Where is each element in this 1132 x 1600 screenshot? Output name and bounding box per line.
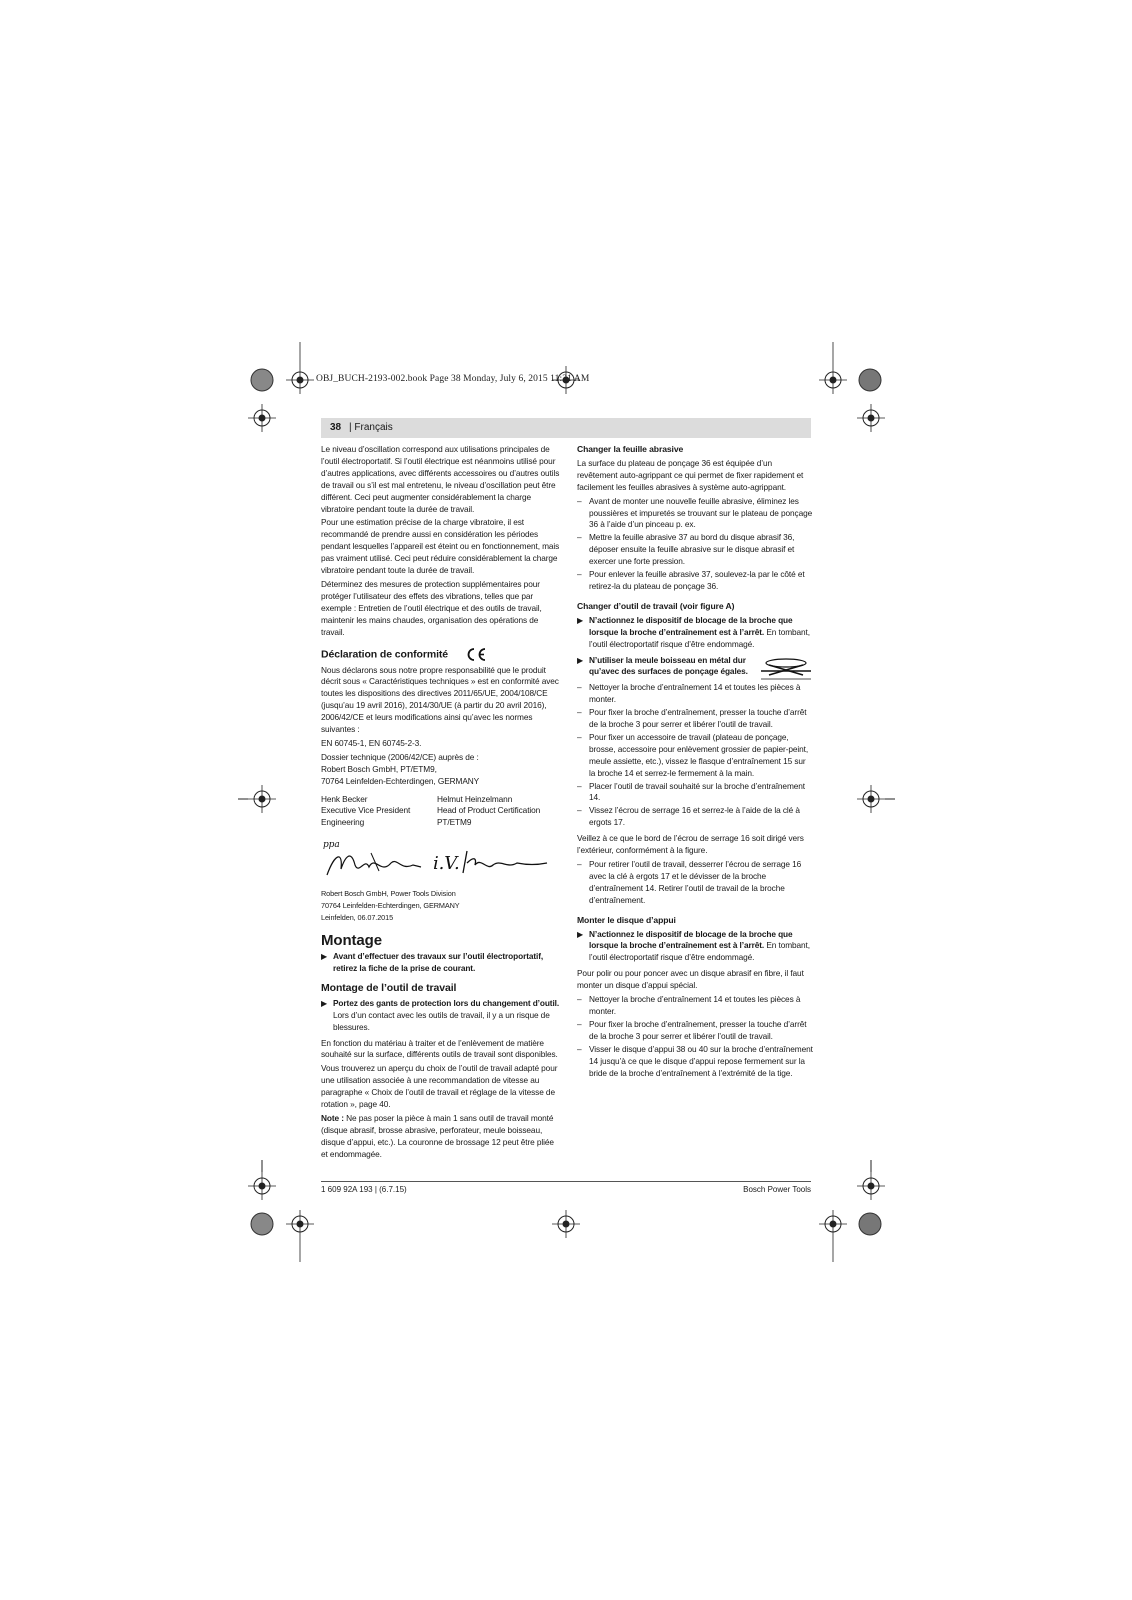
intro-paragraph-1: Le niveau d’oscillation correspond aux utilisations principales de l’outil électroportatif. Si l’outil électrique est néanmoins utilisé pour d’autres applications, avec différents accessoires ou d’autres outils de travail ou s’il est mal entretenu, le niveau d’oscillation peut être différent. Ceci peut augmenter considérablement la charge vibratoire pendant toute la durée de travail.: [321, 444, 560, 514]
changer-item-2: – Pour fixer la broche d’entraînement, presser la touche d’arrêt de la broche 3 pour serrer et libérer l’outil de travail.: [577, 707, 807, 730]
disque-warning: ▶ N’actionnez le dispositif de blocage de la broche que lorsque la broche d’entraînement est à l’arrêt. En tombant, l’outil électroportatif risque d’être endommagé.: [577, 928, 810, 963]
warning-triangle-icon: ▶: [577, 929, 584, 939]
signers: [321, 794, 561, 830]
svg-text:ppa: ppa: [323, 840, 340, 851]
meule-warning: ▶ N’utiliser la meule boisseau en métal dur qu’avec des surfaces de ponçage égales.: [577, 655, 813, 679]
intro-paragraph-3: Déterminez des mesures de protection supplémentaires pour protéger l’utilisateur des effets des vibrations, telles que par exemple : Entretien de l’outil électrique et des outils de travail, maintenir les mains chaudes, organisation des opérations de travail.: [321, 578, 542, 637]
declaration-company: Robert Bosch GmbH, PT/ETM9,: [321, 763, 437, 774]
note-paragraph: Note : Ne pas poser la pièce à main 1 sans outil de travail monté (disque abrasif, brosse abrasive, perforateur, meule boisseau, disque d’appui, etc.). La couronne de brossage 12 peut être pliée et endommagée.: [321, 1112, 554, 1159]
feuille-item-1: – Avant de monter une nouvelle feuille abrasive, éliminez les poussières et impuretés se trouvant sur le plateau de ponçage 36 à l’aide d’un pinceau p. ex.: [577, 495, 813, 530]
changer-item-1: – Nettoyer la broche d’entraînement 14 et toutes les pièces à monter.: [577, 682, 801, 705]
montage-warning: ▶ Avant d’effectuer des travaux sur l’outil électroportatif, retirez la fiche de la prise de courant.: [321, 951, 544, 973]
feuille-item-3: – Pour enlever la feuille abrasive 37, soulevez-la par le côté et retirez-la du plateau de ponçage 36.: [577, 569, 805, 591]
address-line-1: Robert Bosch GmbH, Power Tools Division: [321, 889, 456, 899]
address-line-3: Leinfelden, 06.07.2015: [321, 913, 394, 923]
warning-triangle-icon: ▶: [577, 655, 584, 665]
header-language: | Français: [349, 422, 393, 433]
changer-warning: ▶ N’actionnez le dispositif de blocage de la broche que lorsque la broche d’entraînement est à l’arrêt. En tombant, l’outil électroportatif risque d’être endommagé.: [577, 614, 810, 649]
disque-item-3: – Visser le disque d’appui 38 ou 40 sur la broche d’entraînement 14 jusqu’à ce que le disque d’appui repose fermement sur la bride de la broche d’entraînement à l’extrémité de la tige.: [577, 1043, 813, 1078]
signer-1: Henk Becker Executive Vice President Engineering: [321, 793, 411, 828]
declaration-norms: EN 60745-1, EN 60745-2-3.: [321, 737, 422, 748]
outil-paragraph-2: Vous trouverez un aperçu du choix de l’outil de travail adapté pour une utilisation associée à une recommandation de vitesse au paragraphe « Choix de l’outil de travail et réglage de la vitesse de rotation », page 40.: [321, 1063, 558, 1110]
outil-paragraph-1: En fonction du matériau à traiter et de l’enlèvement de matière souhaité sur la surface, différents outils de travail sont disponibles.: [321, 1037, 558, 1060]
disque-item-2: – Pour fixer la broche d’entraînement, presser la touche d’arrêt de la broche 3 pour serrer et libérer l’outil de travail.: [577, 1018, 807, 1041]
warning-triangle-icon: ▶: [321, 998, 328, 1008]
disque-item-1: – Nettoyer la broche d’entraînement 14 et toutes les pièces à monter.: [577, 994, 801, 1016]
footer-doc-number: 1 609 92A 193 | (6.7.15): [321, 1185, 407, 1194]
disque-intro: Pour polir ou pour poncer avec un disque abrasif en fibre, il faut monter un disque d’appui spécial.: [577, 968, 804, 991]
feuille-item-2: – Mettre la feuille abrasive 37 au bord du disque abrasif 36, déposer ensuite la feuille abrasive sur le disque abrasif et exercer une forte pression.: [577, 532, 795, 567]
changer-item-3: – Pour fixer un accessoire de travail (plateau de ponçage, brosse, accessoire pour enlèvement grossier de papier-peint, meule assiette, etc.), vissez le flasque d’entraînement 15 sur la broche 14 et serrez-le fermement à la main.: [577, 731, 809, 778]
svg-text:i.V.: i.V.: [433, 853, 460, 875]
page-header-bar: [321, 418, 811, 438]
changer-heading: Changer d’outil de travail (voir figure A): [577, 600, 735, 611]
footer-rule: [321, 1181, 811, 1182]
feuille-heading: Changer la feuille abrasive: [577, 444, 684, 454]
intro-paragraph-2: Pour une estimation précise de la charge vibratoire, il est recommandé de prendre aussi en considération les périodes pendant lesquelles l’appareil est éteint ou en fonctionnement, mais pas vraiment utilisé. Ceci peut réduire considérablement la charge vibratoire pendant toute la durée de travail.: [321, 517, 560, 576]
retirer-item: – Pour retirer l’outil de travail, desserrer l’écrou de serrage 16 avec la clé à ergots 17 et le dévisser de la broche d’entraînement 14. Retirer l’outil de travail de la broche d’entraînement.: [577, 859, 802, 905]
declaration-paragraph-1: Nous déclarons sous notre propre responsabilité que le produit décrit sous « Caractéristiques techniques » est en conformité avec toutes les dispositions des directives 2011/65/UE, 2004/108/CE (jusqu’au 19 avril 2016), 2014/30/UE (à partir du 20 avril 2016), 2006/42/CE et leurs modifications ainsi qu’avec les normes suivantes :: [321, 664, 559, 735]
handwritten-signatures: [321, 835, 561, 883]
right-column: [577, 444, 813, 1080]
address-line-2: 70764 Leinfelden-Echterdingen, GERMANY: [321, 901, 460, 911]
page-number: 38: [330, 422, 342, 433]
disque-heading: Monter le disque d’appui: [577, 914, 676, 925]
montage-heading: Montage: [321, 932, 382, 950]
feuille-intro: La surface du plateau de ponçage 36 est équipée d’un revêtement auto-agrippant ce qui permet de fixer rapidement et facilement les feuilles abrasives à système auto-agrippant.: [577, 457, 804, 492]
footer-brand: Bosch Power Tools: [743, 1185, 811, 1194]
ce-mark-icon: [465, 647, 487, 662]
declaration-heading: Déclaration de conformité: [321, 647, 561, 662]
declaration-dossier: Dossier technique (2006/42/CE) auprès de :: [321, 751, 479, 762]
left-column: [321, 444, 561, 1163]
book-file-line: OBJ_BUCH-2193-002.book Page 38 Monday, July 6, 2015 11:21 AM: [316, 374, 590, 384]
gloves-warning: ▶ Portez des gants de protection lors du changement d’outil. Lors d’un contact avec les outils de travail, il y a un risque de blessures.: [321, 997, 560, 1032]
veillez-paragraph: Veillez à ce que le bord de l’écrou de serrage 16 soit dirigé vers l’extérieur, conformément à la figure.: [577, 833, 804, 856]
grinding-surface-icon: [759, 653, 813, 683]
signer-2: Helmut Heinzelmann Head of Product Certification PT/ETM9: [437, 793, 541, 828]
warning-triangle-icon: ▶: [577, 615, 584, 625]
changer-item-4: – Placer l’outil de travail souhaité sur la broche d’entraînement 14.: [577, 780, 805, 803]
declaration-address: 70764 Leinfelden-Echterdingen, GERMANY: [321, 775, 480, 786]
changer-item-5: – Vissez l’écrou de serrage 16 et serrez-le à l’aide de la clé à ergots 17.: [577, 805, 800, 828]
warning-triangle-icon: ▶: [321, 952, 328, 962]
montage-outil-heading: Montage de l’outil de travail: [321, 981, 457, 994]
